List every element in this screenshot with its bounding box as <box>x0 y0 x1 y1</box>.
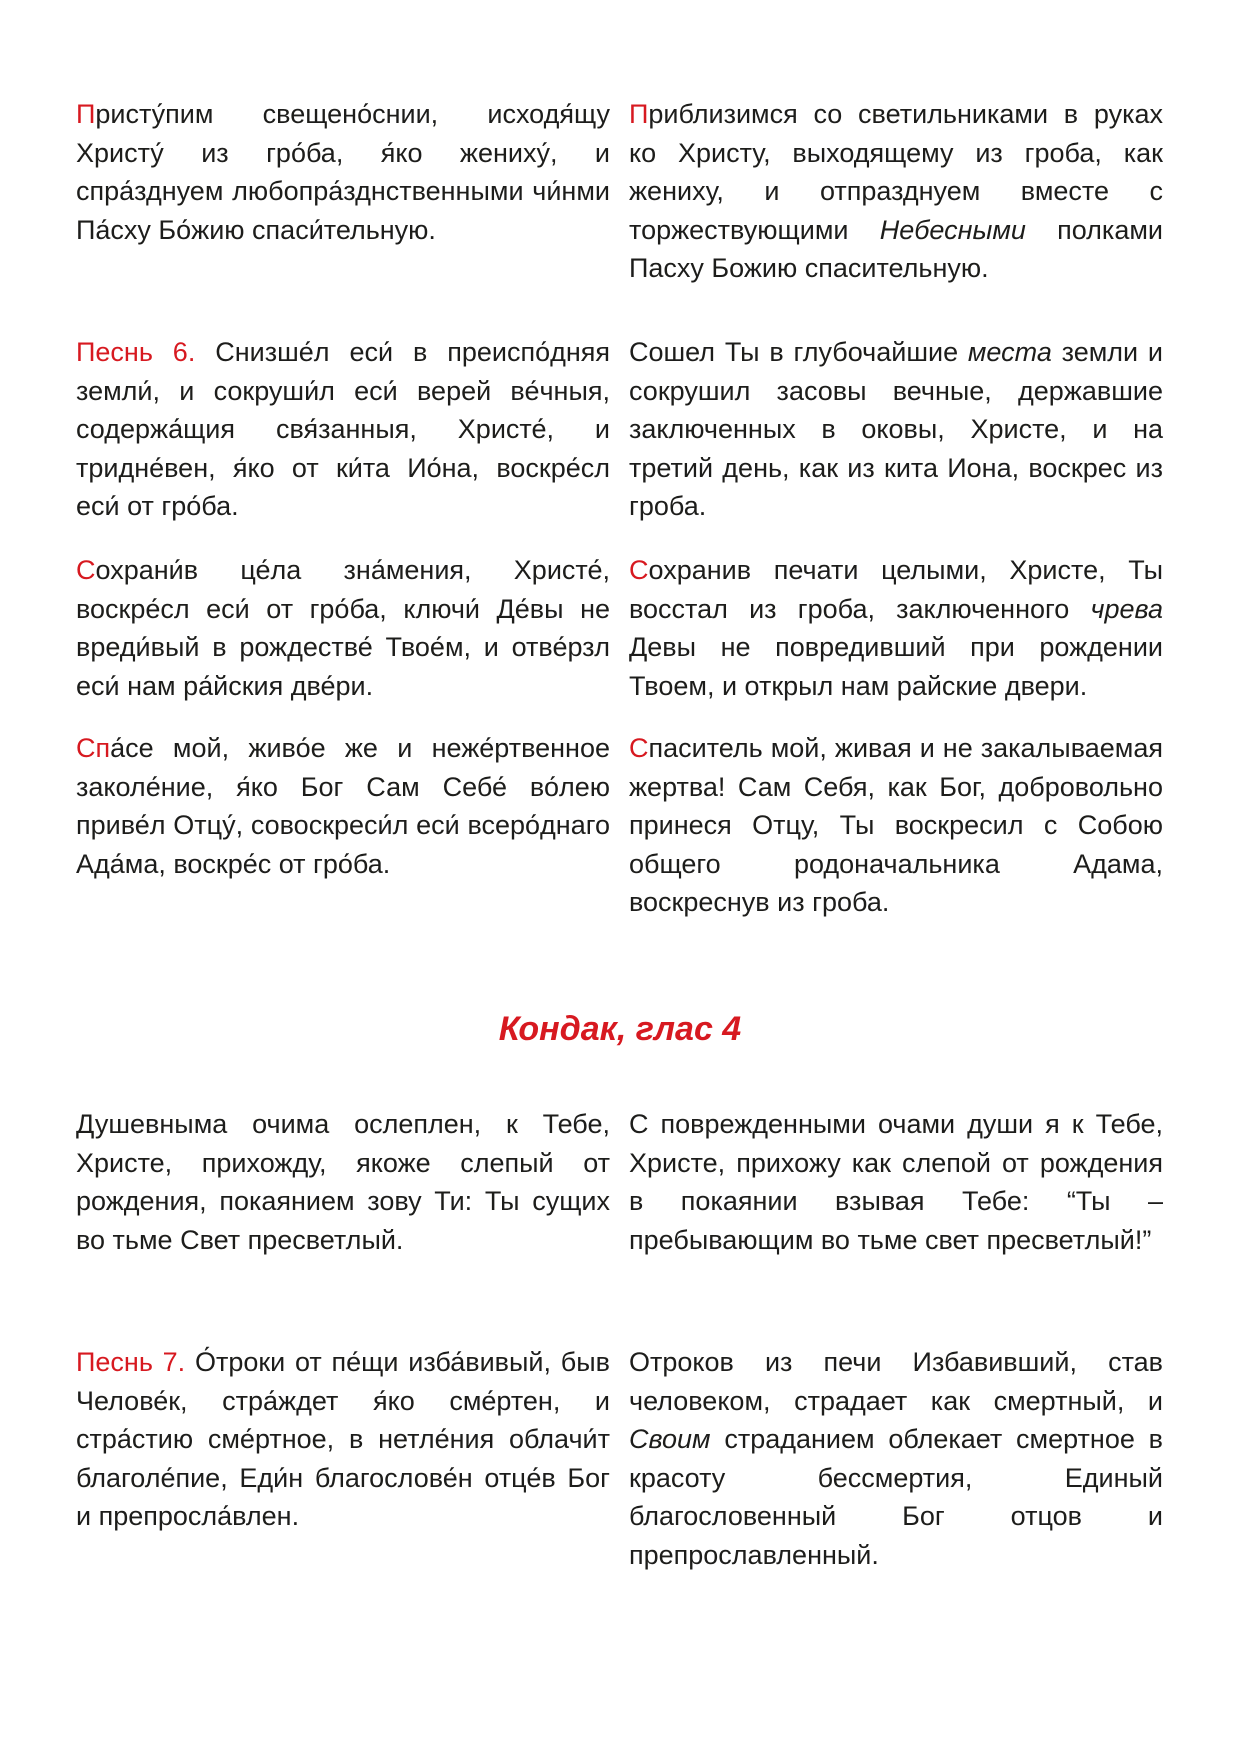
verse-row-song7 <box>76 1343 1163 1574</box>
verse-text: О́троки от пе́щи изба́вивый, быв Челове́к, стра́ждет я́ко сме́ртен, и стра́стию сме́ртное, в нетле́ния облачи́т благоле́пие, Еди́н благослове́н отце́в Бог и препросла́влен. <box>76 1347 610 1531</box>
verse-initial: П <box>629 99 649 129</box>
church-slavonic-verse <box>76 95 610 288</box>
italic-word: Своим <box>629 1424 711 1454</box>
italic-word: чрева <box>1090 593 1163 624</box>
verse-initial: Сп <box>76 733 111 763</box>
verse-initial: С <box>76 555 96 585</box>
verse-initial: П <box>76 99 96 129</box>
russian-translation <box>629 333 1163 526</box>
translation-text: риблизимся со светильниками в руках ко Христу, выходящему из гроба, как жениху, и отпразднуем вместе с торжествующими <box>629 99 1163 245</box>
russian-translation: С поврежденными очами души я к Тебе, Христе, прихожу как слепой от рождения в покаянии взывая Тебе: “Ты – пребывающим во тьме свет пресветлый!” <box>629 1109 1163 1255</box>
church-slavonic-verse <box>76 1343 610 1574</box>
verse-initial: С <box>629 733 649 763</box>
translation-text: паситель мой, живая и не закалываемая жертва! Сам Себя, как Бог, добровольно принеся Отцу, Ты воскресил с Собою общего родоначальника Адама, воскреснув из гроба. <box>629 733 1163 917</box>
song-number: Песнь 7. <box>76 1347 186 1377</box>
verse-row-1 <box>76 95 1163 288</box>
translation-text: Сошел Ты в глубочайшие <box>629 337 968 367</box>
kontakion-heading: Кондак, глас 4 <box>498 1010 742 1048</box>
verse-row-3 <box>76 551 1163 705</box>
russian-translation <box>629 95 1163 288</box>
song-number: Песнь 6. <box>76 337 196 367</box>
verse-row-4 <box>76 729 1163 922</box>
translation-text: Девы не повредивший при рождении Твоем, и открыл нам райские двери. <box>629 632 1163 701</box>
translation-text: страданием облекает смертное в красоту бессмертия, Единый благословенный Бог отцов и препрославленный. <box>629 1424 1163 1570</box>
russian-translation <box>629 1343 1163 1574</box>
russian-translation <box>629 729 1163 922</box>
verse-text: охрани́в це́ла зна́мения, Христе́, воскре́сл еси́ от гро́ба, ключи́ Де́вы не вреди́вый в рождестве́ Твое́м, и отве́рзл еси́ нам ра́йския две́ри. <box>76 555 610 701</box>
church-slavonic-verse: Душевныма очима ослеплен, к Тебе, Христе, прихожду, якоже слепый от рождения, покаянием зову Ти: Ты сущих во тьме Свет пресветлый. <box>76 1109 610 1255</box>
translation-text: земли и сокрушил засовы вечные, державшие заключенных в оковы, Христе, и на третий день, как из кита Иона, воскрес из гроба. <box>629 337 1163 521</box>
translation-text: Отроков из печи Избавивший, став человеком, страдает как смертный, и <box>629 1347 1163 1416</box>
translation-text: полками Пасху Божию спасительную. <box>629 214 1163 283</box>
church-slavonic-verse <box>76 333 610 526</box>
verse-initial: С <box>629 555 649 585</box>
italic-word: Небесными <box>879 214 1026 245</box>
verse-row-2 <box>76 333 1163 526</box>
verse-text: Снизше́л еси́ в преиспо́дняя земли́, и сокруши́л еси́ верей ве́чныя, содержа́щия свя́занныя, Христе́, и тридне́вен, я́ко от ки́та Ио́на, воскре́сл еси́ от гро́ба. <box>76 337 611 521</box>
verse-text: ристу́пим свещено́снии, исходя́щу Христу́ из гро́ба, я́ко жениху́, и спра́зднуем любопра́зднственными чи́нми Па́сху Бо́жию спаси́тельную. <box>76 99 610 245</box>
kontakion-row <box>76 1105 1163 1259</box>
russian-translation <box>629 551 1163 705</box>
italic-word: места <box>967 337 1052 367</box>
verse-text: а́се мой, живо́е же и неже́ртвенное заколе́ние, я́ко Бог Сам Себе́ во́лею приве́л Отцу́, совоскреси́л еси́ всеро́днаго Ада́ма, воскре́с от гро́ба. <box>76 733 610 879</box>
translation-text: охранив печати целыми, Христе, Ты восстал из гроба, заключенного <box>629 555 1163 624</box>
church-slavonic-verse <box>76 551 610 705</box>
church-slavonic-verse <box>76 729 610 922</box>
